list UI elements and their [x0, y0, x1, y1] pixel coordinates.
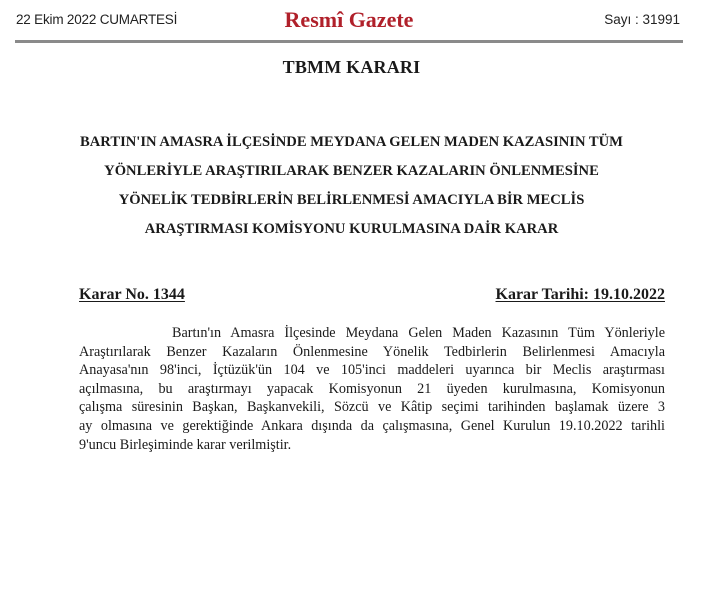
- decision-title-line: ARAŞTIRMASI KOMİSYONU KURULMASINA DAİR KARAR: [144, 221, 559, 237]
- body-line: 9'uncu Birleşiminde karar verilmiştir.: [79, 436, 292, 453]
- decision-body: [79, 324, 665, 454]
- publication-date: 22 Ekim 2022 CUMARTESİ: [16, 12, 178, 27]
- publication-title: Resmî Gazete: [284, 7, 414, 32]
- body-line: Araştırılarak Benzer Kazaların Önlenmesine Yönelik Tedbirlerin Belirlenmesi Amacıyla: [79, 343, 665, 360]
- body-line: açılmasına, bu araştırmayı yapacak Komisyonun 21 üyeden kurulmasına, Komisyonun: [79, 380, 665, 397]
- header-divider: [15, 40, 683, 43]
- body-line: ay olmasına ve gerektiğinde Ankara dışında da çalışmasına, Genel Kurulun 19.10.2022 tarihli: [79, 417, 665, 434]
- decision-title-line: BARTIN'IN AMASRA İLÇESİNDE MEYDANA GELEN MADEN KAZASININ TÜM: [80, 134, 623, 150]
- decision-meta: [79, 286, 665, 308]
- decision-date: Karar Tarihi: 19.10.2022: [495, 286, 665, 303]
- body-line: [79, 324, 665, 343]
- decision-title-line: YÖNELİK TEDBİRLERİN BELİRLENMESİ AMACIYLA BİR MECLİS: [118, 192, 585, 208]
- issue-number: Sayı : 31991: [604, 12, 680, 27]
- section-title: TBMM KARARI: [282, 57, 421, 77]
- decision-title-line: YÖNLERİYLE ARAŞTIRILARAK BENZER KAZALARIN ÖNLENMESİNE: [104, 163, 599, 179]
- decision-title: [30, 128, 673, 244]
- body-line-text: Bartın'ın Amasra İlçesinde Meydana Gelen Maden Kazasının Tüm Yönleriyle: [172, 325, 665, 341]
- decision-number: Karar No. 1344: [79, 286, 185, 303]
- body-line: Anayasa'nın 98'inci, İçtüzük'ün 104 ve 105'inci maddeleri uyarınca bir Meclis araştırması: [79, 362, 665, 379]
- gazette-header: [15, 0, 683, 40]
- body-line: çalışma süresinin Başkan, Başkanvekili, Sözcü ve Kâtip seçimi tarihinden başlamak üzere 3: [79, 399, 665, 416]
